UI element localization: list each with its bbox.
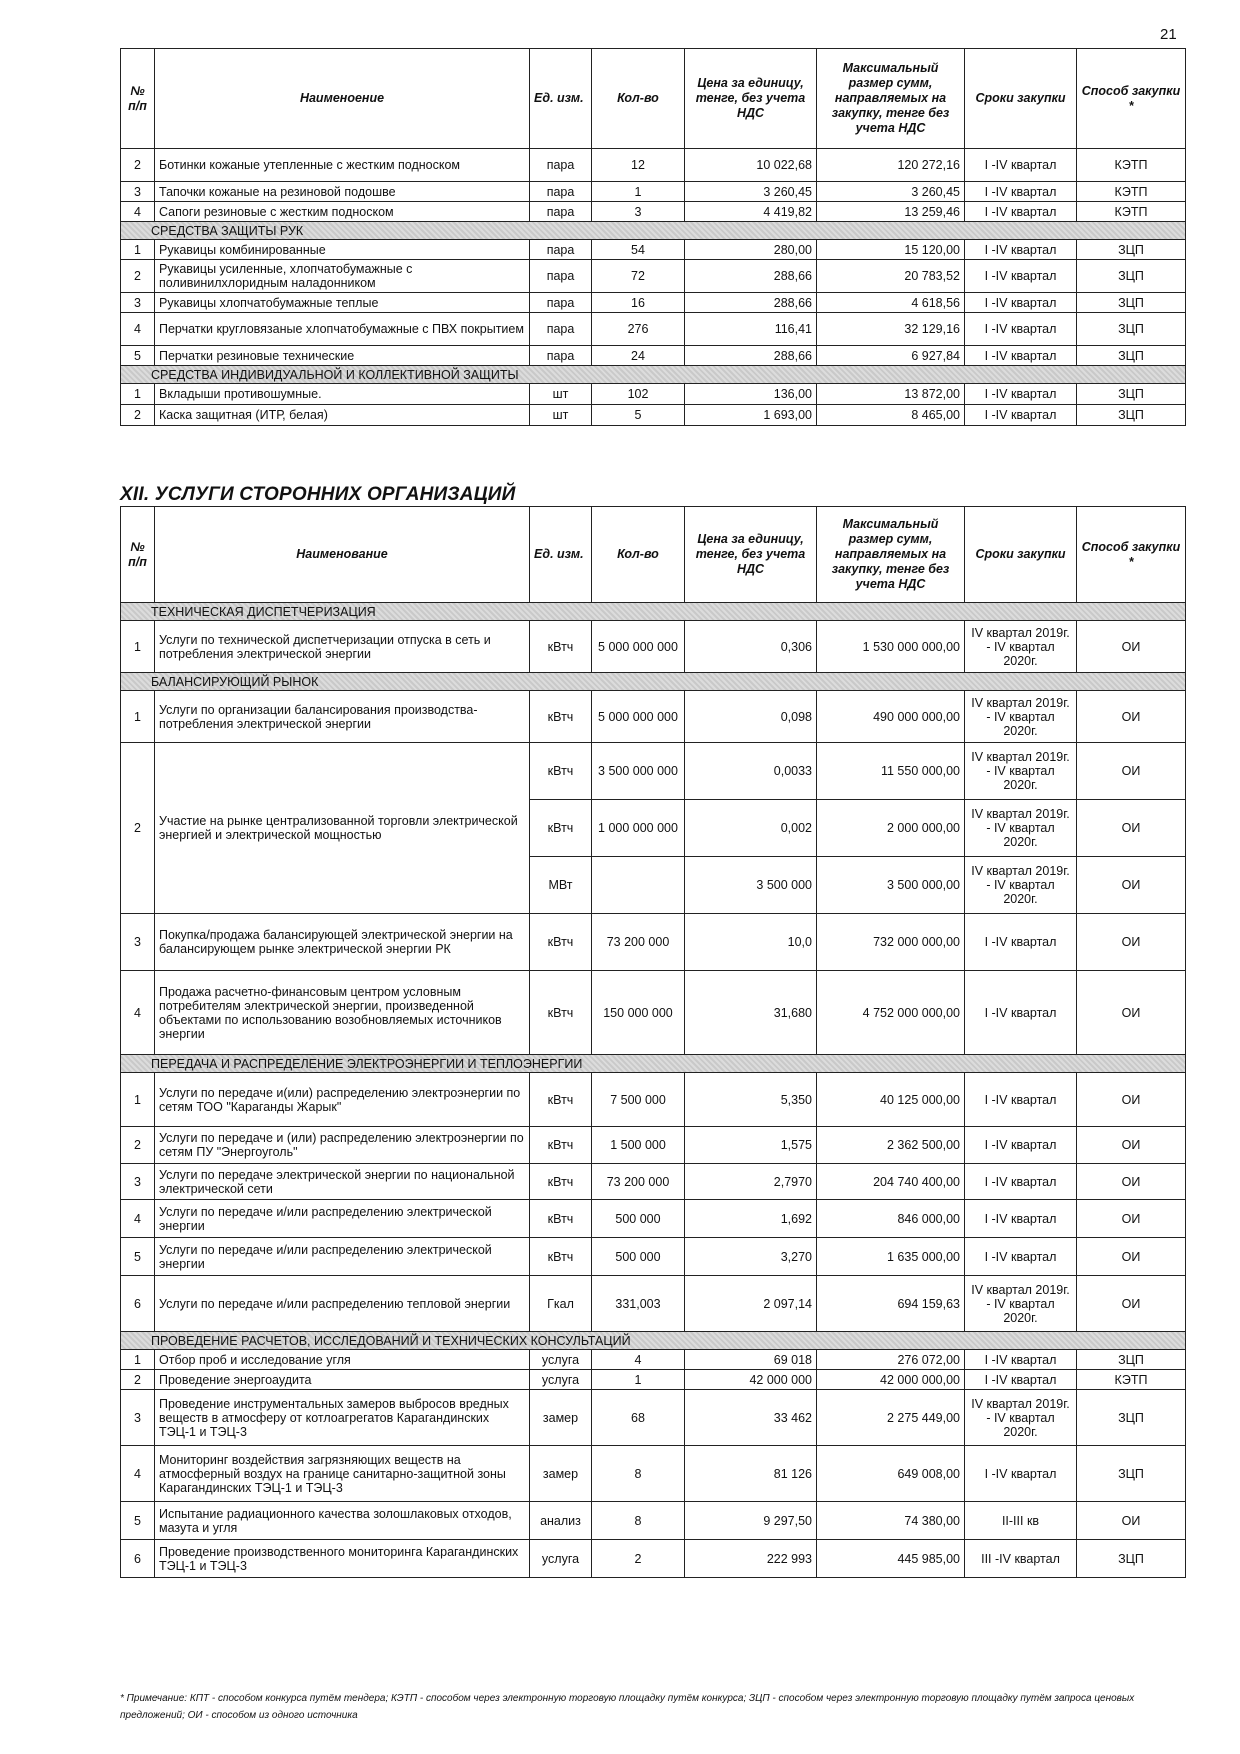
cell-unit: кВтч [530,800,592,857]
cell-name: Услуги по передаче электрической энергии по национальной электрической сети [155,1164,530,1200]
cell-num: 1 [121,384,155,405]
cell-price: 10,0 [685,914,817,971]
cell-sum: 32 129,16 [817,313,965,346]
cell-price: 0,306 [685,621,817,673]
cell-qty: 5 000 000 000 [592,621,685,673]
cell-unit: пара [530,346,592,366]
section-row [121,603,1186,621]
table-row [121,405,1186,426]
cell-qty: 331,003 [592,1276,685,1332]
cell-method: ЗЦП [1077,240,1186,260]
cell-unit: услуга [530,1370,592,1390]
cell-term: IV квартал 2019г. - IV квартал 2020г. [965,691,1077,743]
header-num: № п/п [121,507,155,603]
cell-term: II-III кв [965,1502,1077,1540]
header-name: Наименование [155,507,530,603]
cell-num: 2 [121,1127,155,1164]
table-row [121,182,1186,202]
cell-unit: услуга [530,1540,592,1578]
section-row [121,222,1186,240]
section-row [121,1332,1186,1350]
cell-num: 3 [121,293,155,313]
cell-term: I -IV квартал [965,260,1077,293]
table-row [121,149,1186,182]
cell-sum: 445 985,00 [817,1540,965,1578]
cell-name: Услуги по передаче и/или распределению электрической энергии [155,1200,530,1238]
cell-num: 6 [121,1540,155,1578]
cell-term: I -IV квартал [965,293,1077,313]
cell-name: Продажа расчетно-финансовым центром условным потребителям электрической энергии, произведенной объектами по использованию возобновляемых источников энергии [155,971,530,1055]
cell-method: ЗЦП [1077,1390,1186,1446]
cell-unit: кВтч [530,1200,592,1238]
cell-sum: 1 530 000 000,00 [817,621,965,673]
cell-sum: 490 000 000,00 [817,691,965,743]
cell-num: 5 [121,1502,155,1540]
cell-unit: пара [530,313,592,346]
cell-num: 4 [121,202,155,222]
section-row [121,1055,1186,1073]
cell-num: 2 [121,1370,155,1390]
cell-name: Мониторинг воздействия загрязняющих веществ на атмосферный воздух на границе санитарно-защитной зоны Карагандинских ТЭЦ-1 и ТЭЦ-3 [155,1446,530,1502]
cell-method: ЗЦП [1077,405,1186,426]
cell-method: ОИ [1077,857,1186,914]
table-row [121,260,1186,293]
table-row [121,1200,1186,1238]
cell-method: ЗЦП [1077,260,1186,293]
cell-name: Услуги по передаче и (или) распределению электроэнергии по сетям ПУ "Энергоуголь" [155,1127,530,1164]
header-price: Цена за единицу, тенге, без учета НДС [685,507,817,603]
cell-qty: 1 [592,182,685,202]
header-method: Способ закупки * [1077,49,1186,149]
table-row [121,1164,1186,1200]
cell-method: ОИ [1077,621,1186,673]
header-max-sum: Максимальный размер сумм, направляемых на закупку, тенге без учета НДС [817,49,965,149]
cell-unit: МВт [530,857,592,914]
rows-b [121,240,1186,366]
section-title: ТЕХНИЧЕСКАЯ ДИСПЕТЧЕРИЗАЦИЯ [121,603,1186,621]
cell-sum: 74 380,00 [817,1502,965,1540]
cell-term: I -IV квартал [965,1238,1077,1276]
cell-qty: 5 [592,405,685,426]
cell-qty: 8 [592,1446,685,1502]
cell-num: 1 [121,240,155,260]
footnote: * Примечание: КПТ - способом конкурса путём тендера; КЭТП - способом через электронную торговую площадку путём конкурса; ЗЦП - способом через электронную торговую площадку путём запроса ценовых предложений; ОИ - способом из одного источника [120,1693,1135,1721]
cell-name: Проведение энергоаудита [155,1370,530,1390]
cell-method: ОИ [1077,691,1186,743]
cell-unit: шт [530,384,592,405]
section-title: СРЕДСТВА ИНДИВИДУАЛЬНОЙ И КОЛЛЕКТИВНОЙ ЗАЩИТЫ [121,366,1186,384]
cell-name: Рукавицы хлопчатобумажные теплые [155,293,530,313]
cell-term: IV квартал 2019г. - IV квартал 2020г. [965,1390,1077,1446]
cell-qty: 276 [592,313,685,346]
cell-unit: кВтч [530,691,592,743]
cell-term: I -IV квартал [965,1370,1077,1390]
cell-name: Услуги по передаче и/или распределению электрической энергии [155,1238,530,1276]
cell-price: 4 419,82 [685,202,817,222]
cell-method: ОИ [1077,1164,1186,1200]
header-name: Наименоение [155,49,530,149]
cell-qty: 4 [592,1350,685,1370]
cell-num: 3 [121,1164,155,1200]
cell-method: ОИ [1077,1276,1186,1332]
cell-qty: 3 500 000 000 [592,743,685,800]
cell-sum: 3 500 000,00 [817,857,965,914]
cell-num: 2 [121,743,155,914]
cell-sum: 11 550 000,00 [817,743,965,800]
table-row [121,621,1186,673]
cell-qty [592,857,685,914]
cell-method: КЭТП [1077,1370,1186,1390]
cell-qty: 500 000 [592,1200,685,1238]
cell-sum: 20 783,52 [817,260,965,293]
cell-term: I -IV квартал [965,346,1077,366]
cell-term: IV квартал 2019г. - IV квартал 2020г. [965,621,1077,673]
cell-term: I -IV квартал [965,384,1077,405]
cell-sum: 42 000 000,00 [817,1370,965,1390]
cell-num: 4 [121,971,155,1055]
cell-term: I -IV квартал [965,914,1077,971]
cell-sum: 694 159,63 [817,1276,965,1332]
cell-unit: кВтч [530,621,592,673]
cell-name: Услуги по организации балансирования производства-потребления электрической энергии [155,691,530,743]
header-num: № п/п [121,49,155,149]
cell-price: 9 297,50 [685,1502,817,1540]
cell-sum: 6 927,84 [817,346,965,366]
cell-unit: шт [530,405,592,426]
header-price: Цена за единицу, тенге, без учета НДС [685,49,817,149]
cell-method: ОИ [1077,743,1186,800]
cell-sum: 2 275 449,00 [817,1390,965,1446]
header-term: Сроки закупки [965,507,1077,603]
cell-price: 0,002 [685,800,817,857]
cell-qty: 72 [592,260,685,293]
rows-c [121,384,1186,426]
cell-sum: 2 362 500,00 [817,1127,965,1164]
cell-name: Тапочки кожаные на резиновой подошве [155,182,530,202]
cell-num: 2 [121,149,155,182]
table-row [121,691,1186,743]
table-ppe [120,48,1186,426]
cell-method: ЗЦП [1077,1540,1186,1578]
cell-unit: кВтч [530,743,592,800]
cell-term: I -IV квартал [965,182,1077,202]
table-row [121,914,1186,971]
cell-price: 10 022,68 [685,149,817,182]
cell-num: 1 [121,621,155,673]
cell-price: 280,00 [685,240,817,260]
section-title: БАЛАНСИРУЮЩИЙ РЫНОК [121,673,1186,691]
cell-name: Перчатки кругловязаные хлопчатобумажные с ПВХ покрытием [155,313,530,346]
cell-unit: замер [530,1446,592,1502]
cell-term: I -IV квартал [965,971,1077,1055]
cell-price: 222 993 [685,1540,817,1578]
table-header-row [121,507,1186,603]
cell-name: Перчатки резиновые технические [155,346,530,366]
cell-sum: 276 072,00 [817,1350,965,1370]
section-row [121,673,1186,691]
cell-method: ОИ [1077,914,1186,971]
table-row [121,293,1186,313]
cell-unit: замер [530,1390,592,1446]
table-row [121,971,1186,1055]
cell-qty: 24 [592,346,685,366]
cell-sum: 8 465,00 [817,405,965,426]
cell-term: IV квартал 2019г. - IV квартал 2020г. [965,857,1077,914]
cell-price: 116,41 [685,313,817,346]
cell-qty: 150 000 000 [592,971,685,1055]
cell-term: I -IV квартал [965,1350,1077,1370]
cell-sum: 4 618,56 [817,293,965,313]
section-heading: XII. УСЛУГИ СТОРОННИХ ОРГАНИЗАЦИЙ [120,484,516,505]
cell-term: I -IV квартал [965,1073,1077,1127]
table-row [121,743,1186,800]
cell-term: I -IV квартал [965,1127,1077,1164]
cell-qty: 102 [592,384,685,405]
cell-sum: 4 752 000 000,00 [817,971,965,1055]
cell-sum: 13 872,00 [817,384,965,405]
cell-method: ЗЦП [1077,346,1186,366]
table-services [120,506,1186,1578]
cell-price: 31,680 [685,971,817,1055]
cell-name: Проведение производственного мониторинга Карагандинских ТЭЦ-1 и ТЭЦ-3 [155,1540,530,1578]
section-title: ПЕРЕДАЧА И РАСПРЕДЕЛЕНИЕ ЭЛЕКТРОЭНЕРГИИ И ТЕПЛОЭНЕРГИИ [121,1055,1186,1073]
cell-unit: кВтч [530,1127,592,1164]
cell-unit: кВтч [530,971,592,1055]
cell-sum: 15 120,00 [817,240,965,260]
cell-num: 3 [121,914,155,971]
table-header-row [121,49,1186,149]
cell-price: 288,66 [685,260,817,293]
cell-qty: 1 500 000 [592,1127,685,1164]
cell-term: III -IV квартал [965,1540,1077,1578]
cell-num: 4 [121,1200,155,1238]
cell-method: ЗЦП [1077,1350,1186,1370]
cell-price: 3 260,45 [685,182,817,202]
cell-qty: 1 [592,1370,685,1390]
cell-name: Сапоги резиновые с жестким подноском [155,202,530,222]
cell-sum: 649 008,00 [817,1446,965,1502]
cell-sum: 204 740 400,00 [817,1164,965,1200]
cell-term: I -IV квартал [965,149,1077,182]
cell-unit: пара [530,260,592,293]
page-number: 21 [1160,26,1177,43]
cell-sum: 1 635 000,00 [817,1238,965,1276]
cell-qty: 7 500 000 [592,1073,685,1127]
cell-price: 1,692 [685,1200,817,1238]
table-row [121,1276,1186,1332]
cell-unit: пара [530,202,592,222]
cell-num: 2 [121,405,155,426]
cell-name: Рукавицы комбинированные [155,240,530,260]
cell-qty: 73 200 000 [592,914,685,971]
cell-name: Испытание радиационного качества золошлаковых отходов, мазута и угля [155,1502,530,1540]
cell-method: ЗЦП [1077,293,1186,313]
cell-num: 5 [121,1238,155,1276]
cell-name: Проведение инструментальных замеров выбросов вредных веществ в атмосферу от котлоагрегатов Карагандинских ТЭЦ-1 и ТЭЦ-3 [155,1390,530,1446]
cell-unit: пара [530,293,592,313]
cell-qty: 1 000 000 000 [592,800,685,857]
cell-method: ОИ [1077,1238,1186,1276]
section-row [121,366,1186,384]
cell-name: Отбор проб и исследование угля [155,1350,530,1370]
header-qty: Кол-во [592,49,685,149]
table-row [121,313,1186,346]
table-row [121,1540,1186,1578]
cell-method: ОИ [1077,1073,1186,1127]
cell-method: ОИ [1077,1127,1186,1164]
cell-sum: 2 000 000,00 [817,800,965,857]
cell-method: ЗЦП [1077,1446,1186,1502]
cell-method: КЭТП [1077,182,1186,202]
cell-term: I -IV квартал [965,202,1077,222]
cell-unit: кВтч [530,1164,592,1200]
section-title: ПРОВЕДЕНИЕ РАСЧЕТОВ, ИССЛЕДОВАНИЙ И ТЕХНИЧЕСКИХ КОНСУЛЬТАЦИЙ [121,1332,1186,1350]
table-row [121,1073,1186,1127]
cell-qty: 12 [592,149,685,182]
table-row [121,1446,1186,1502]
cell-name: Ботинки кожаные утепленные с жестким подноском [155,149,530,182]
header-unit: Ед. изм. [530,49,592,149]
table-row [121,1370,1186,1390]
cell-num: 4 [121,313,155,346]
cell-price: 2 097,14 [685,1276,817,1332]
cell-unit: пара [530,149,592,182]
cell-unit: анализ [530,1502,592,1540]
cell-term: I -IV квартал [965,1200,1077,1238]
cell-price: 288,66 [685,293,817,313]
cell-price: 1 693,00 [685,405,817,426]
cell-unit: Гкал [530,1276,592,1332]
table-row [121,1502,1186,1540]
cell-num: 3 [121,1390,155,1446]
cell-qty: 2 [592,1540,685,1578]
cell-name: Рукавицы усиленные, хлопчатобумажные с поливинилхлоридным наладонником [155,260,530,293]
cell-name: Услуги по технической диспетчеризации отпуска в сеть и потребления электрической энергии [155,621,530,673]
cell-qty: 16 [592,293,685,313]
cell-term: I -IV квартал [965,240,1077,260]
header-max-sum: Максимальный размер сумм, направляемых на закупку, тенге без учета НДС [817,507,965,603]
table-row [121,1390,1186,1446]
cell-term: IV квартал 2019г. - IV квартал 2020г. [965,1276,1077,1332]
cell-term: I -IV квартал [965,1446,1077,1502]
cell-price: 5,350 [685,1073,817,1127]
cell-qty: 500 000 [592,1238,685,1276]
table-row [121,384,1186,405]
cell-term: I -IV квартал [965,313,1077,346]
cell-num: 1 [121,1350,155,1370]
cell-method: ОИ [1077,800,1186,857]
cell-num: 3 [121,182,155,202]
cell-method: КЭТП [1077,202,1186,222]
table-row [121,1350,1186,1370]
cell-term: IV квартал 2019г. - IV квартал 2020г. [965,743,1077,800]
table-row [121,202,1186,222]
cell-num: 4 [121,1446,155,1502]
cell-qty: 5 000 000 000 [592,691,685,743]
cell-price: 0,0033 [685,743,817,800]
cell-unit: пара [530,240,592,260]
cell-qty: 8 [592,1502,685,1540]
header-unit: Ед. изм. [530,507,592,603]
cell-method: ОИ [1077,1200,1186,1238]
cell-num: 6 [121,1276,155,1332]
cell-sum: 846 000,00 [817,1200,965,1238]
cell-method: ЗЦП [1077,313,1186,346]
table-row [121,346,1186,366]
section-title: СРЕДСТВА ЗАЩИТЫ РУК [121,222,1186,240]
cell-unit: кВтч [530,1238,592,1276]
cell-sum: 732 000 000,00 [817,914,965,971]
table-row [121,1127,1186,1164]
cell-price: 33 462 [685,1390,817,1446]
cell-price: 136,00 [685,384,817,405]
cell-price: 69 018 [685,1350,817,1370]
cell-qty: 3 [592,202,685,222]
header-term: Сроки закупки [965,49,1077,149]
cell-sum: 120 272,16 [817,149,965,182]
cell-sum: 40 125 000,00 [817,1073,965,1127]
cell-method: ОИ [1077,1502,1186,1540]
cell-name: Покупка/продажа балансирующей электрической энергии на балансирующем рынке электрической энергии РК [155,914,530,971]
cell-method: ЗЦП [1077,384,1186,405]
cell-num: 5 [121,346,155,366]
cell-price: 3 500 000 [685,857,817,914]
cell-num: 1 [121,691,155,743]
table-row [121,240,1186,260]
cell-term: I -IV квартал [965,1164,1077,1200]
cell-sum: 13 259,46 [817,202,965,222]
cell-unit: кВтч [530,1073,592,1127]
cell-price: 42 000 000 [685,1370,817,1390]
cell-num: 1 [121,1073,155,1127]
cell-method: ОИ [1077,971,1186,1055]
cell-term: I -IV квартал [965,405,1077,426]
cell-price: 288,66 [685,346,817,366]
cell-name: Каска защитная (ИТР, белая) [155,405,530,426]
cell-term: IV квартал 2019г. - IV квартал 2020г. [965,800,1077,857]
header-qty: Кол-во [592,507,685,603]
cell-method: КЭТП [1077,149,1186,182]
cell-price: 3,270 [685,1238,817,1276]
cell-unit: пара [530,182,592,202]
cell-num: 2 [121,260,155,293]
cell-name: Услуги по передаче и/или распределению тепловой энергии [155,1276,530,1332]
header-method: Способ закупки * [1077,507,1186,603]
cell-name: Услуги по передаче и(или) распределению электроэнергии по сетям ТОО "Караганды Жарык" [155,1073,530,1127]
rows-a [121,149,1186,222]
cell-name: Участие на рынке централизованной торговли электрической энергией и электрической мощностью [155,743,530,914]
cell-qty: 68 [592,1390,685,1446]
cell-price: 81 126 [685,1446,817,1502]
cell-qty: 54 [592,240,685,260]
cell-price: 2,7970 [685,1164,817,1200]
table-row [121,1238,1186,1276]
cell-unit: кВтч [530,914,592,971]
cell-sum: 3 260,45 [817,182,965,202]
cell-unit: услуга [530,1350,592,1370]
cell-price: 0,098 [685,691,817,743]
cell-qty: 73 200 000 [592,1164,685,1200]
cell-name: Вкладыши противошумные. [155,384,530,405]
cell-price: 1,575 [685,1127,817,1164]
